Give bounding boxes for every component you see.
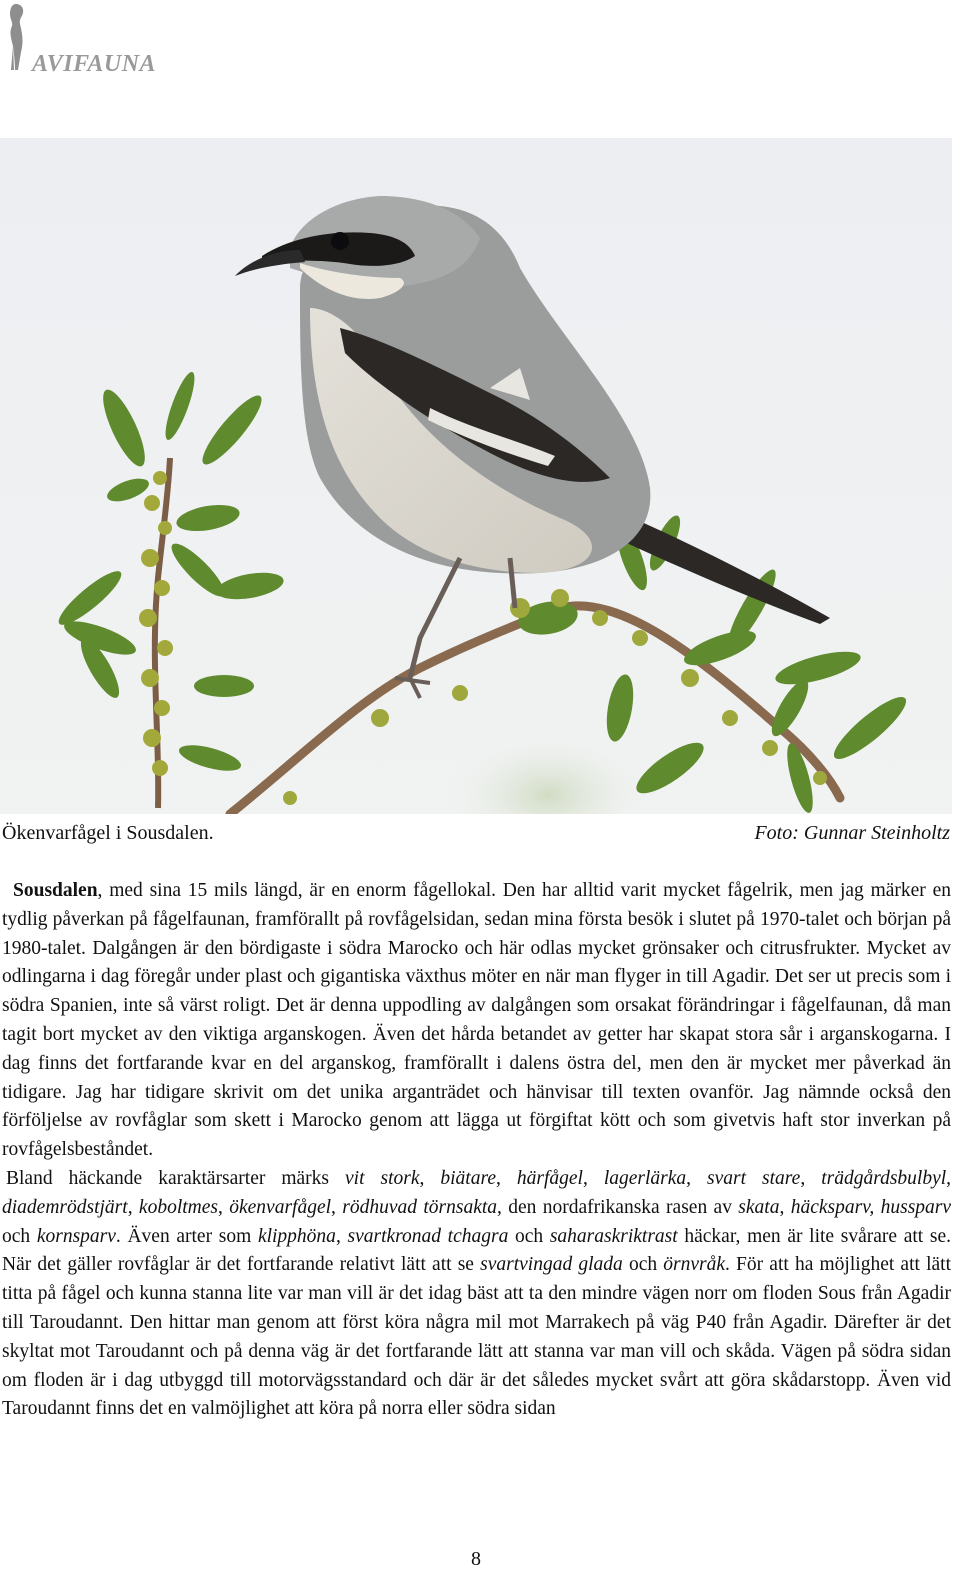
species-name: trädgårdsbulbyl bbox=[821, 1167, 947, 1189]
species-name: lagerlärka bbox=[603, 1167, 687, 1189]
species-name: härfågel bbox=[516, 1167, 583, 1189]
text-span: , bbox=[335, 1225, 348, 1247]
text-span: Bland häckande karaktärsarter märks bbox=[6, 1167, 346, 1189]
text-span: . Även arter som bbox=[115, 1225, 258, 1247]
shrike-illustration bbox=[0, 138, 952, 814]
species-name: skata bbox=[738, 1196, 780, 1218]
paragraph-text: , med sina 15 mils längd, är en enorm fågellokal. Den har alltid varit mycket fågelrik, men jag märker en tydlig påverkan på fågelfaunan, framförallt på rovfågelsidan, sedan mina första besök i slutet på 1970-talet och början på 1980-talet. Dalgången är den bördigaste i södra Marocko och här odlas mycket grönsaker och citrusfrukter. Mycket av odlingarna i dag föregår under plast och gigantiska växthus möter en när man flyger in till Agadir. Det ser ut precis som i södra Spanien, inte så värst roligt. Det är denna uppodling av dalgången som orsakat förändringar i fågelfaunan, då man tagit bort mycket av den viktiga arganskogen. Även det hårda betandet av getter har skapat stora sår i arganskogarna. I dag finns det fortfarande kvar en del arganskog, framförallt i dalens östra del, men den är mycket mer påverkad än tidigare. Jag har tidigare skrivit om det unika arganträdet och hänvisar till texten ovanför. Jag nämnde också den förföljelse av rovfåglar som skett i Marocko genom att lägga ut förgiftat kött och som givetvis haft stor inverkan på rovfågelsbeståndet. bbox=[2, 880, 951, 1161]
species-name: rödhuvad törnsakta bbox=[342, 1196, 498, 1218]
bird-figure-icon bbox=[4, 2, 32, 74]
species-name: ökenvarfågel bbox=[229, 1196, 332, 1218]
text-span: häckar, men är lite svårare att se. När det gäller rovfåglar är det fortfarande relativt lätt att se bbox=[2, 1225, 951, 1276]
text-span: , bbox=[419, 1167, 441, 1189]
species-name: klipphöna bbox=[257, 1225, 336, 1247]
text-span: . För att ha möjlighet att lätt titta på fågel och kunna stanna lite var man vill är det idag bäst att ta den mindre vägen norr om floden Sous från Agadir till Taroudannt. Den hittar man genom att först köra några mil mot Marrakech på väg P40 från Agadir. Därefter är det skyltat mot Taroudannt och på denna väg är det fortfarande lätt att stanna var man vill och skåda. Vägen på södra sidan om floden är i dag utbyggd till motorvägsstandard och där är det således mycket svårt att göra skådarstopp. Även vid Taroudannt finns det en valmöjlighet att köra på norra eller södra sidan bbox=[2, 1254, 951, 1420]
species-name: saharaskriktrast bbox=[549, 1225, 678, 1247]
species-name: svart stare bbox=[707, 1167, 801, 1189]
species-name: diademrödstjärt bbox=[2, 1196, 128, 1218]
avifauna-logo bbox=[4, 2, 184, 76]
article-body bbox=[2, 877, 951, 1424]
text-span: , bbox=[800, 1167, 822, 1189]
species-name: vit stork bbox=[345, 1167, 420, 1189]
text-span: och bbox=[508, 1225, 550, 1247]
text-span: , den nordafrikanska rasen av bbox=[497, 1196, 739, 1218]
species-name: kornsparv bbox=[36, 1225, 116, 1247]
text-span: , bbox=[218, 1196, 230, 1218]
text-span: , bbox=[779, 1196, 791, 1218]
species-name: svartvingad glada bbox=[480, 1254, 623, 1276]
page-number: 8 bbox=[471, 1548, 481, 1570]
photo-credit: Foto: Gunnar Steinholtz bbox=[754, 822, 950, 844]
text-span: och bbox=[2, 1225, 37, 1247]
text-span: och bbox=[622, 1254, 664, 1276]
text-span: , bbox=[582, 1167, 604, 1189]
text-span: , bbox=[686, 1167, 708, 1189]
species-name: häcksparv, hussparv bbox=[790, 1196, 952, 1218]
species-name: biätare bbox=[440, 1167, 496, 1189]
photo-caption: Ökenvarfågel i Sousdalen. bbox=[2, 822, 214, 844]
paragraph-sousdalen bbox=[2, 877, 951, 1165]
species-name: örnvråk bbox=[663, 1254, 726, 1276]
bird-photo bbox=[0, 138, 952, 814]
text-span: , bbox=[496, 1167, 517, 1189]
text-span: , bbox=[331, 1196, 343, 1218]
logo-wordmark: AVIFAUNA bbox=[32, 51, 157, 77]
species-name: koboltmes bbox=[138, 1196, 218, 1218]
lead-term: Sousdalen bbox=[13, 880, 98, 901]
text-span: , bbox=[946, 1167, 952, 1189]
paragraph-species bbox=[2, 1165, 951, 1424]
text-span: , bbox=[127, 1196, 139, 1218]
species-name: svartkronad tchagra bbox=[347, 1225, 509, 1247]
